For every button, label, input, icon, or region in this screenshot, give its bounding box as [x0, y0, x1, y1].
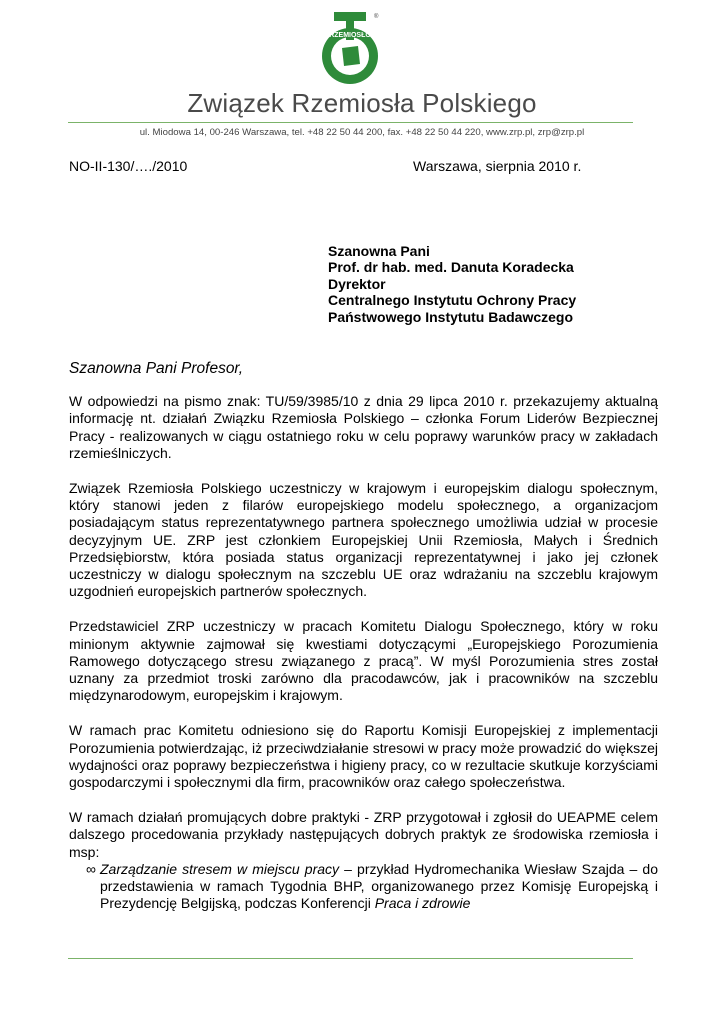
bullet-italic-lead: Zarządzanie stresem w miejscu pracy [100, 860, 340, 877]
reference-number: NO-II-130/…./2010 [69, 158, 188, 174]
recipient-line: Szanowna Pani [328, 243, 430, 259]
recipient-line: Dyrektor [328, 275, 386, 292]
letter-body [69, 393, 658, 913]
rzemioslo-logo [318, 10, 382, 86]
org-name: Związek Rzemiosła Polskiego [187, 88, 537, 118]
header-divider [68, 122, 633, 123]
paragraph: Przedstawiciel ZRP uczestniczy w pracach Komitetu Dialogu Społecznego, który w roku minionym aktywnie zajmował się kwestiami dotyczącymi „Europejskiego Porozumienia Ramowego dotyczącego stresu związanego z pracą”. W myśl Porozumienia stres został uznany za przedmiot troski zarówno dla pracodawców, jak i pracowników na szczeblu międzynarodowym, europejskim i krajowym. [69, 618, 658, 704]
bullet-text: – przykład Hydromechanika Wiesław Szajda – do przedstawienia w ramach Tygodnia BHP, organizowanego przez Komisję Europejską i Prezydencję Belgijską, podczas Konferencji [100, 860, 659, 912]
footer-divider [68, 958, 633, 959]
org-address: ul. Miodowa 14, 00-246 Warszawa, tel. +48 22 50 44 200, fax. +48 22 50 44 220, www.zrp.pl, zrp@zrp.pl [139, 127, 585, 138]
paragraph: Związek Rzemiosła Polskiego uczestniczy w krajowym i europejskim dialogu społecznym, który stanowi jeden z filarów europejskiego modelu społecznego, a organizacjom posiadającym status reprezentatywnego partnera społecznego umożliwia udział w procesie decyzyjnym UE. ZRP jest członkiem Europejskiej Unii Rzemiosła, Małych i Średnich Przedsiębiorstw, która posiada status organizacji reprezentatywnej i jako jej członek uczestniczy w dialogu społecznym na szczeblu UE oraz wdrażaniu na szczeblu krajowym uzgodnień europejskich partnerów społecznych. [69, 479, 658, 600]
recipient-line: Centralnego Instytutu Ochrony Pracy [328, 292, 577, 309]
recipient-line: Państwowego Instytutu Badawczego [328, 308, 574, 325]
recipient-block [328, 243, 576, 325]
logo-lettering: RZEMIOSŁO [329, 32, 371, 39]
bullet-item [69, 861, 658, 913]
bullet-mark: ∞ [86, 860, 96, 877]
salutation: Szanowna Pani Profesor, [69, 360, 244, 377]
svg-text:®: ® [374, 14, 379, 20]
place-date: Warszawa, sierpnia 2010 r. [413, 158, 582, 174]
paragraph: W ramach prac Komitetu odniesiono się do Raportu Komisji Europejskiej z implementacji Porozumienia potwierdzając, iż przeciwdziałanie stresowi w pracy może prowadzić do większej wydajności oraz poprawy bezpieczeństwa i higieny pracy, co w rezultacie skutkuje korzyściami gospodarczymi i społecznymi dla firm, pracowników oraz całego społeczeństwa. [69, 722, 658, 791]
bullet-italic-tail: Praca i zdrowie [374, 895, 471, 912]
paragraph: W ramach działań promujących dobre praktyki - ZRP przygotował i zgłosił do UEAPME celem dalszego procedowania przykłady następujących dobrych praktyk ze środowiska rzemiosła i msp: [69, 808, 658, 860]
paragraph: W odpowiedzi na pismo znak: TU/59/3985/10 z dnia 29 lipca 2010 r. przekazujemy aktualną informację nt. działań Związku Rzemiosła Polskiego – członka Forum Liderów Bezpiecznej Pracy - realizowanych w ciągu ostatniego roku w celu poprawy warunków pracy w zakładach rzemieślniczych. [69, 393, 658, 461]
recipient-line: Prof. dr hab. med. Danuta Koradecka [328, 259, 574, 276]
